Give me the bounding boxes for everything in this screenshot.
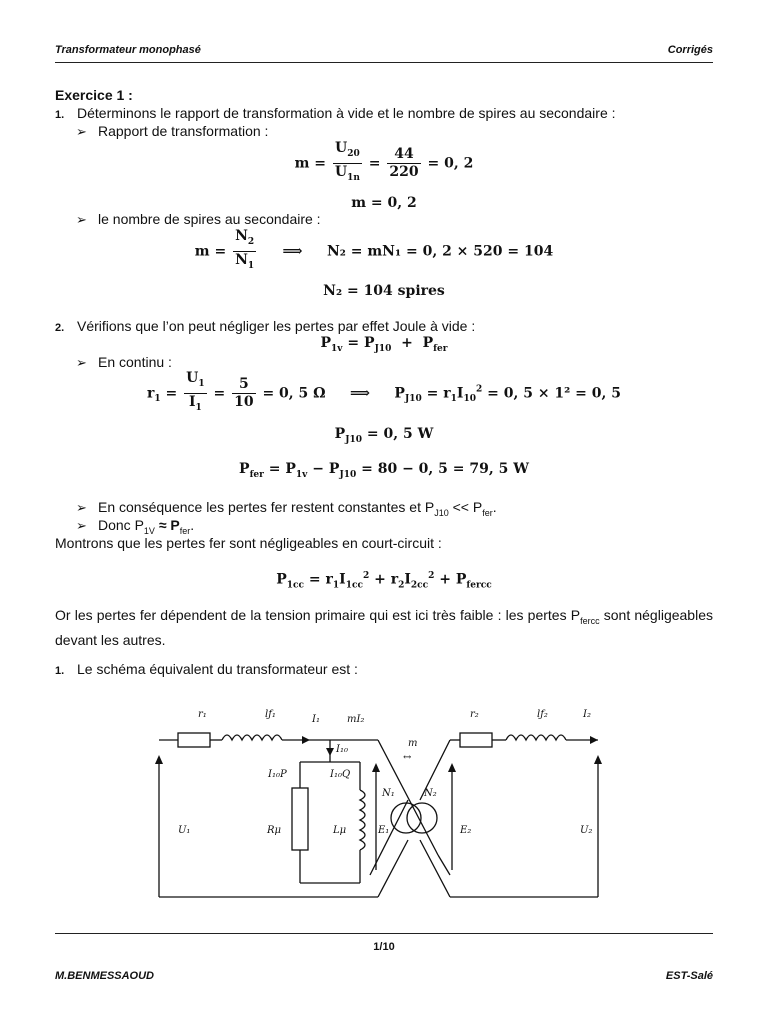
- r1-value: = 0, 5 Ω: [262, 385, 326, 402]
- label-n1: N₁: [382, 788, 395, 799]
- subscript: fer: [179, 525, 191, 536]
- bullet-text: ≈ P: [154, 517, 180, 533]
- label-n2: N₂: [424, 788, 437, 799]
- pj10-value: = 0, 5 W: [366, 426, 434, 442]
- arrow-bullet-icon: ➢: [76, 355, 87, 370]
- coil-n1: [391, 803, 421, 833]
- equation-m-result: m = 0, 2: [351, 195, 417, 211]
- question-number: 2.: [55, 322, 65, 334]
- bullet-text: Rapport de transformation :: [98, 123, 269, 139]
- page-header: [55, 44, 713, 56]
- question-text: Vérifions que l’on peut négliger les pertes par effet Joule à vide :: [77, 318, 476, 334]
- resistor-r2: [460, 733, 492, 747]
- label-i10q: I₁₀Q: [330, 769, 351, 780]
- ratio-value: = 0, 2: [427, 155, 474, 172]
- label-lf2: lƒ₂: [537, 709, 548, 720]
- subscript: fercc: [580, 615, 600, 626]
- question-number: 1.: [55, 109, 65, 121]
- equation-r1: $r_1$ = $\frac{U_1}{I_1}$ = $\frac{5}{10}$ = 0, 5 Ω ⟹ $P_{J10} = r_1I_{10}^2 = 0$, 5 × 1² = 0, 5: [146, 370, 622, 413]
- page-footer: [55, 970, 713, 982]
- arrow-bullet-icon: ➢: [76, 500, 87, 515]
- montrons-text: Montrons que les pertes fer sont négligeables en court-circuit :: [55, 535, 442, 551]
- bullet-text: le nombre de spires au secondaire :: [98, 211, 321, 227]
- equation-ratio: m = $\frac{U_{20}}{U_{1n}}$ = $\frac{44}{220}$ = 0, 2: [294, 140, 474, 183]
- n2-value: N₂ = mN₁ = 0, 2 × 520 = 104: [326, 243, 554, 260]
- equation-p1v: $P_{1v} = P_{J10} + P_{fer}$: [320, 335, 448, 354]
- label-lf1: lƒ₁: [265, 709, 276, 720]
- question-number: 1.: [55, 665, 65, 677]
- header-right: Corrigés: [667, 44, 713, 56]
- footer-rule: [55, 933, 713, 934]
- page-number: 1/10: [373, 941, 395, 953]
- bullet-spires: [76, 211, 321, 228]
- arrow-bullet-icon: ➢: [76, 212, 87, 227]
- resistor-r1: [178, 733, 210, 747]
- paragraph-text: sont négligeables devant les autres.: [55, 607, 713, 648]
- arrow-bullet-icon: ➢: [76, 518, 87, 533]
- question-text: Déterminons le rapport de transformation à vide et le nombre de spires au secondaire :: [77, 105, 616, 121]
- equation-n2: m = $\frac{N_2}{N_1}$ ⟹ N₂ = mN₁ = 0, 2 × 520 = 104: [194, 228, 554, 271]
- label-u2: U₂: [580, 825, 593, 836]
- label-i10p: I₁₀P: [268, 769, 287, 780]
- footer-institution: EST-Salé: [665, 970, 713, 982]
- transformer-schematic: [150, 700, 610, 910]
- label-i2: I₂: [583, 709, 591, 720]
- label-i1: I₁: [312, 714, 320, 725]
- pfer-value: = 80 − 0, 5 = 79, 5 W: [361, 461, 529, 477]
- label-r1: r₁: [198, 709, 207, 720]
- equation-p1cc: $P_{1cc} = r_1I_{1cc}^2 + r_2I_{2cc}^2 + P_{fercc}$: [276, 571, 492, 591]
- header-title: Transformateur monophasé: [55, 44, 201, 56]
- footer-author: M.BENMESSAOUD: [55, 970, 155, 982]
- arrow-bullet-icon: ➢: [76, 124, 87, 139]
- inductor-lf2: [506, 735, 566, 740]
- resistor-rmu: [292, 788, 308, 850]
- label-lmu: Lμ: [333, 825, 347, 836]
- exercise-title: Exercice 1 :: [55, 87, 133, 103]
- arrow-both-icon: ↔: [403, 752, 412, 763]
- question-text: Le schéma équivalent du transformateur est :: [77, 661, 358, 677]
- pj10-calc: = 0, 5 × 1² = 0, 5: [487, 385, 622, 402]
- label-mi2: mI₂: [347, 714, 365, 725]
- label-rmu: Rμ: [267, 825, 282, 836]
- bullet-text: En continu :: [98, 354, 172, 370]
- paragraph-text: Or les pertes fer dépendent de la tension primaire qui est ici très faible : les pertes P: [55, 607, 581, 623]
- equation-pfer: $P_{fer} = P_{1v} - P_{J10} = 80 - 0$, 5 = 79, 5 W: [239, 461, 529, 480]
- bullet-text: Donc P: [98, 517, 144, 533]
- question-3: [55, 661, 358, 677]
- question-1: [55, 105, 616, 121]
- inductor-lf1: [222, 735, 282, 740]
- label-e2: E₂: [460, 825, 472, 836]
- coil-n2: [407, 803, 437, 833]
- label-r2: r₂: [470, 709, 479, 720]
- bullet-continu: [76, 354, 172, 371]
- label-m: m: [408, 738, 418, 749]
- label-u1: U₁: [178, 825, 191, 836]
- label-i10: I₁₀: [336, 744, 348, 755]
- equation-pj10: $P_{J10} = 0$, 5 W: [334, 426, 434, 445]
- inductor-lmu: [360, 790, 365, 850]
- bullet-text: << P: [448, 499, 483, 515]
- question-2: [55, 318, 475, 334]
- header-rule: [55, 62, 713, 63]
- label-e1: E₁: [378, 825, 390, 836]
- equation-n2-result: N₂ = 104 spires: [323, 283, 445, 299]
- paragraph-fer: [55, 606, 713, 650]
- subscript: fer: [482, 507, 493, 518]
- subscript: J10: [434, 507, 449, 518]
- subscript: 1V: [143, 525, 155, 536]
- bullet-donc: ➢ Donc $P_{1V} \approx P_{fer}$.: [76, 517, 195, 536]
- bullet-text: En conséquence les pertes fer restent constantes et P: [98, 499, 435, 515]
- bullet-consequence: ➢ En conséquence les pertes fer restent constantes et $P_{J10} << P_{fer}$.: [76, 499, 497, 518]
- bullet-ratio: [76, 123, 268, 140]
